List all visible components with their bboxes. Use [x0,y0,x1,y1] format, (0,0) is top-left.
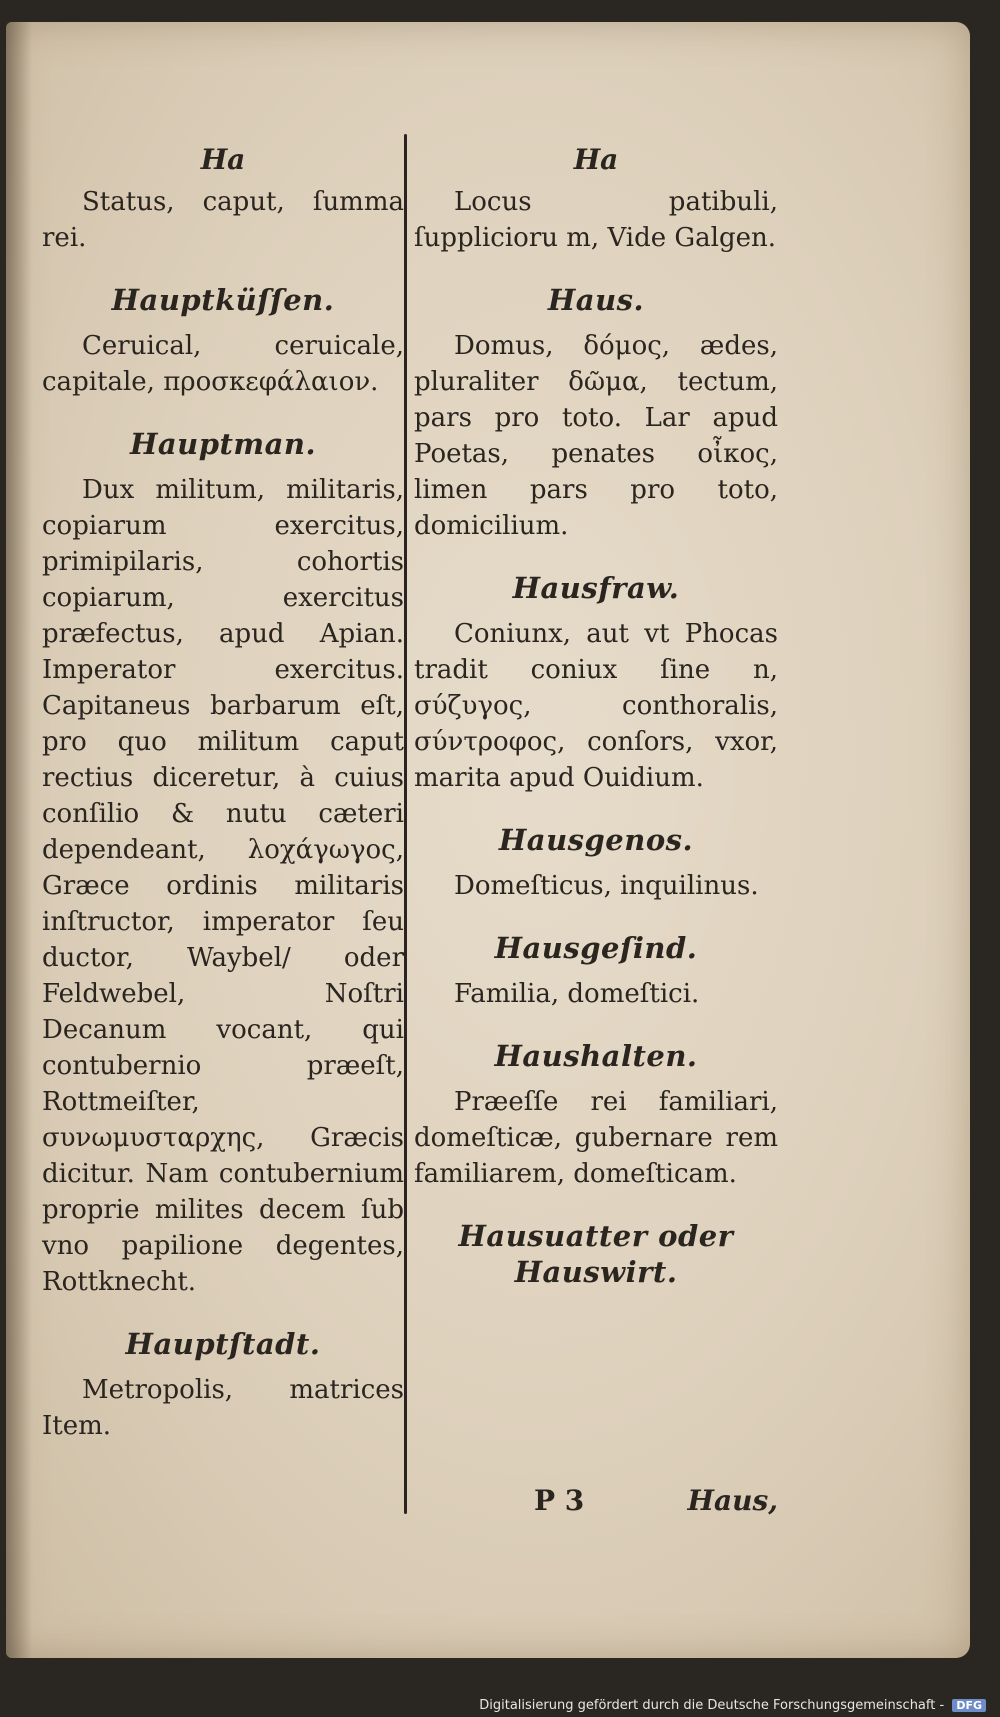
left-column [42,142,404,1444]
left-entry-0-text: Status, caput, ſumma rei. [42,187,404,253]
right-entry-3-head: Hausgenos. [498,823,694,857]
dfg-badge: DFG [952,1699,986,1712]
right-entry-1-text: Domus, δόμος, ædes, pluraliter δῶμα, tectum, pars pro toto. Lar apud Poetas, penates οἶκος, limen pars pro toto, domicilium. [414,331,778,541]
left-entry-2-head: Hauptman. [129,427,317,461]
right-entry-4-text: Familia, domeſtici. [454,979,700,1009]
right-entry-2-head: Hausfraw. [512,571,680,605]
left-running-head: Ha [200,143,246,176]
right-entry-3-text: Domeſticus, inquilinus. [454,871,759,901]
right-entry-0-text: Locus patibuli, ſupplicioru m, Vide Galgen. [414,187,778,253]
right-entry-1-head: Haus. [547,283,645,317]
left-entry-2-text: Dux militum, militaris, copiarum exercitus, primipilaris, cohortis copiarum, exercitus præfectus, apud Apian. Imperator exercitus. Capitaneus barbarum eſt, pro quo militum caput rectius diceretur, à cuius conſilio & nutu cæteri dependeant, λοχάγωγος, Græce ordinis militaris inſtructor, imperator ſeu ductor, Waybel/ oder Feldwebel, Noſtri Decanum vocant, qui contubernio præeſt, Rottmeiſter, συνωμυσταρχης, Græcis dicitur. Nam contubernium proprie milites decem ſub vno papilione degentes, Rottknecht. [42,475,404,1297]
right-running-head: Ha [573,143,619,176]
digitization-credit [479,1698,986,1713]
left-entry-3-head: Hauptſtadt. [125,1327,321,1361]
left-entry-1-text: Ceruical, ceruicale, capitale, προσκεφάλαιον. [42,331,404,397]
book-page [6,22,970,1658]
right-entry-5-head: Haushalten. [494,1039,698,1073]
right-entry-5-text: Præeſſe rei familiari, domeſticæ, gubernare rem familiarem, domeſticam. [414,1087,778,1189]
column-divider [404,134,407,1514]
right-entry-4-head: Hausgeſind. [494,931,698,965]
left-entry-1-head: Hauptküſſen. [111,283,335,317]
right-entry-2-text: Coniunx, aut vt Phocas tradit coniux ſine n, σύζυγος, conthoralis, σύντροφος, conſors, vxor, marita apud Ouidium. [414,619,778,793]
spine-shadow [6,22,32,1658]
right-column [414,142,778,1300]
signature-mark: P 3 [534,1484,585,1517]
left-entry-3-text: Metropolis, matrices Item. [42,1375,404,1441]
right-entry-6-head: Hausuatter oder Hauswirt. [458,1219,734,1289]
footer-catchword: Haus, [687,1484,778,1517]
credit-text: Digitalisierung gefördert durch die Deutsche Forschungsgemeinschaft - [479,1698,945,1713]
